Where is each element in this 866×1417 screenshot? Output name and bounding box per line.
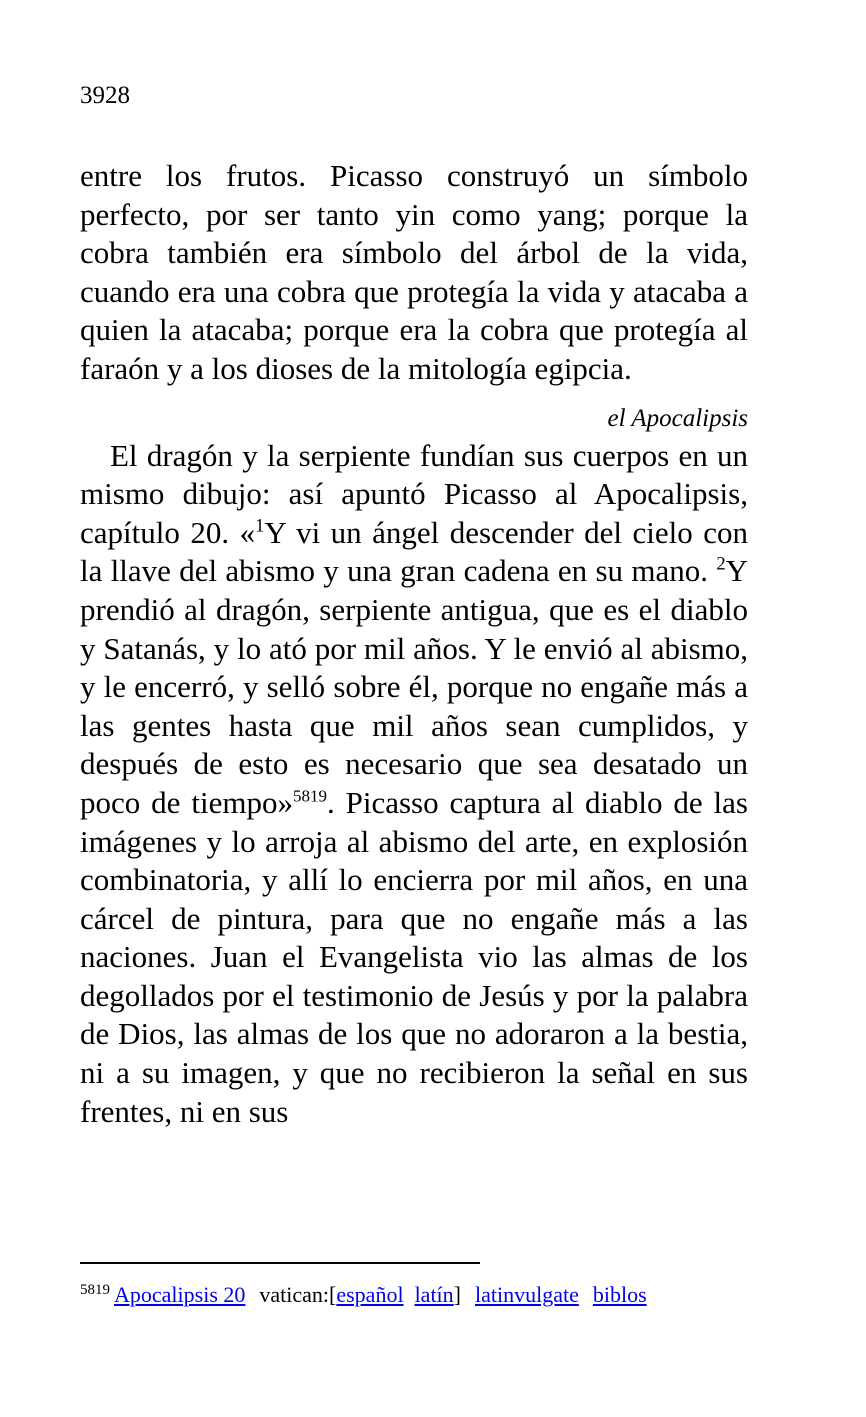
link-latinvulgate[interactable]: latinvulgate (475, 1282, 579, 1307)
footnote-source-prefix: vatican:[ (259, 1282, 337, 1307)
footnote-number: 5819 (80, 1281, 110, 1298)
footnote-reference: 5819 (292, 786, 327, 806)
paragraph-2 (80, 437, 748, 1132)
link-apocalipsis-20[interactable]: Apocalipsis 20 (114, 1282, 246, 1307)
link-espanol[interactable]: español (336, 1282, 404, 1307)
link-latin[interactable]: latín (414, 1282, 454, 1307)
paragraph-2-part-4: . Picasso captura al diablo de las imágenes y lo arroja al abismo del arte, en explosión combinatoria, y allí lo encierra por mil años, en una cárcel de pintura, para que no engañe más a las naciones. Juan el Evangelista vio las almas de los degollados por el testimonio de Jesús y por la palabra de Dios, las almas de los que no adoraron a la bestia, ni a su imagen, y que no recibieron la señal en sus frentes, ni en sus (80, 784, 748, 1129)
verse-number-2: 2 (716, 554, 726, 576)
footnote-divider (80, 1262, 480, 1264)
verse-number-1: 1 (255, 515, 265, 537)
body-text (80, 157, 748, 1131)
paragraph-2-part-3: Y prendió al dragón, serpiente antigua, que es el diablo y Satanás, y lo ató por mil años. Y le envió al abismo, y le encerró, y selló sobre él, porque no engañe más a las gentes hasta que mil años sean cumplidos, y después de esto es necesario que sea desatado un poco de tiempo» (80, 553, 748, 820)
section-title: el Apocalipsis (607, 404, 748, 432)
paragraph-2-part-2: Y vi un ángel descender del cielo con la llave del abismo y una gran cadena en su mano. (80, 514, 749, 589)
paragraph-2-part-1: El dragón y la serpiente fundían sus cuerpos en un mismo dibujo: así apuntó Picasso al Apocalipsis, capítulo 20. « (80, 437, 748, 550)
paragraph-1: entre los frutos. Picasso construyó un símbolo perfecto, por ser tanto yin como yang; porque la cobra también era símbolo del árbol de la vida, cuando era una cobra que protegía la vida y atacaba a quien la atacaba; porque era la cobra que protegía al faraón y a los dioses de la mitología egipcia. (80, 158, 748, 386)
footnote-source-suffix: ] (453, 1282, 461, 1307)
link-biblos[interactable]: biblos (592, 1282, 647, 1307)
footnote (80, 1280, 780, 1310)
page-number: 3928 (80, 82, 130, 109)
